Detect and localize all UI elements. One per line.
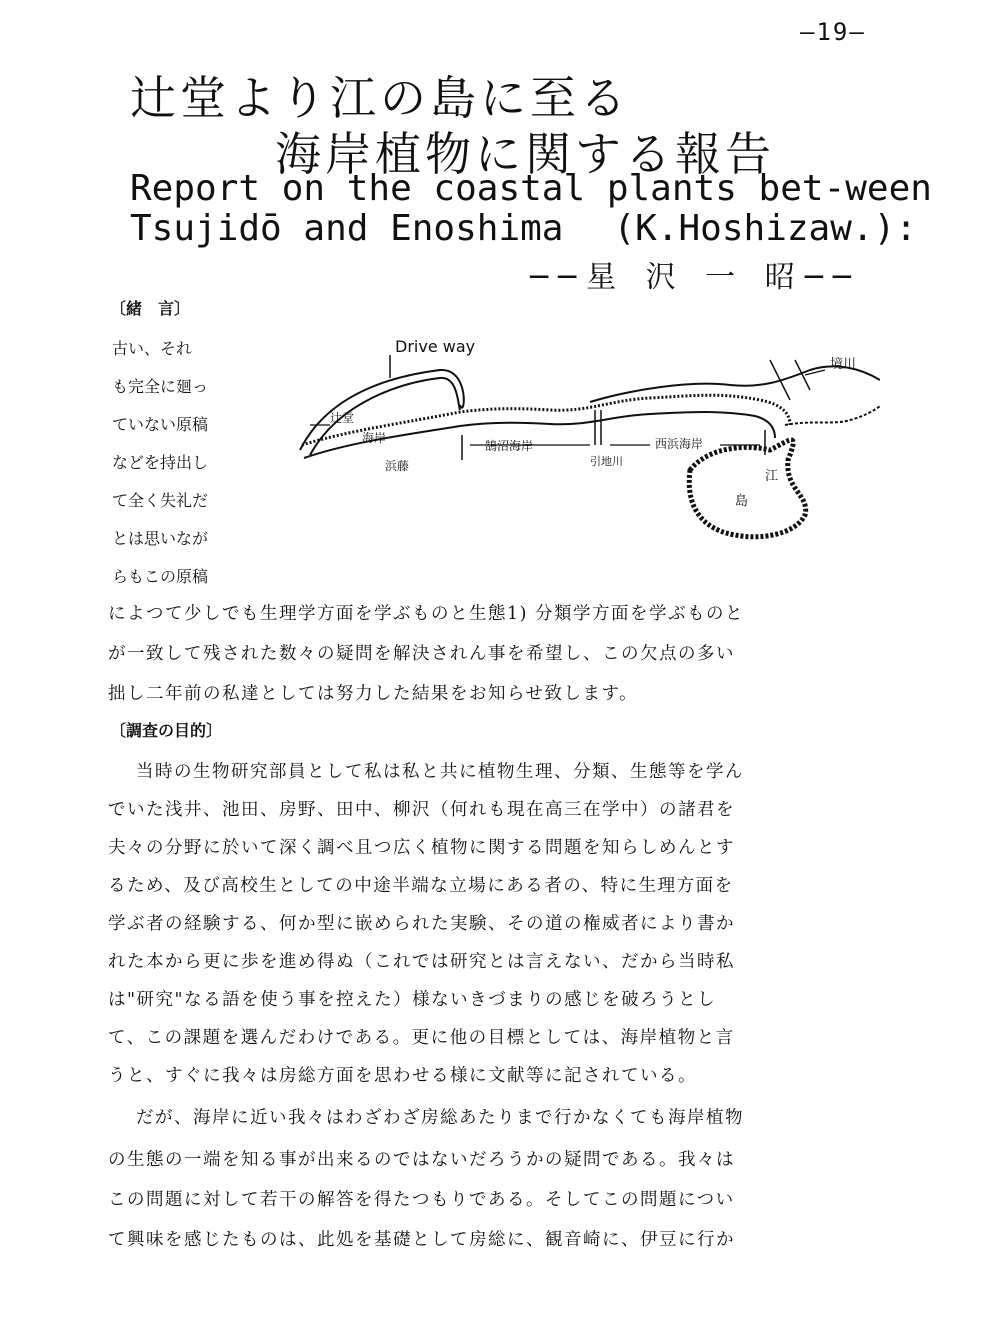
purpose-text-line: て、この課題を選んだわけである。更に他の目標としては、海岸植物と言 xyxy=(108,1028,735,1048)
map-label-drive-way: Drive way xyxy=(395,337,476,356)
title-english-line-1: Report on the coastal plants bet-ween xyxy=(130,168,932,209)
purpose-text-line: 当時の生物研究部員として私は私と共に植物生理、分類、生態等を学ん xyxy=(136,762,744,782)
map-label-tsujido: 辻堂 xyxy=(330,411,355,425)
intro-text-line: が一致して残された数々の疑問を解決されん事を希望し、この欠点の多い xyxy=(108,644,735,664)
purpose-text-line: は"研究"なる語を使う事を控えた）様ないきづまりの感じを破ろうとし xyxy=(108,990,717,1010)
intro-column-line: ていない原稿 xyxy=(112,415,209,434)
map-label-enoshima-e: 江 xyxy=(765,469,779,484)
intro-heading: 〔緒 言〕 xyxy=(110,299,191,318)
purpose-text-line: れた本から更に歩を進め得ぬ（これでは研究とは言えない、だから当時私 xyxy=(108,952,735,972)
page-number: —19— xyxy=(800,18,866,46)
map-label-nishihama: 西浜海岸 xyxy=(655,437,704,451)
purpose-text-line: だが、海岸に近い我々はわざわざ房総あたりまで行かなくても海岸植物 xyxy=(136,1108,744,1128)
purpose-text-line: て興味を感じたものは、此処を基礎として房総に、観音崎に、伊豆に行か xyxy=(108,1230,735,1250)
coastline-map-svg xyxy=(290,330,880,570)
map-label-kugenuma: 鵠沼海岸 xyxy=(485,439,534,453)
title-english-line-2 xyxy=(130,208,917,249)
purpose-heading: 〔調査の目的〕 xyxy=(110,721,223,740)
intro-text-line: によつて少しでも生理学方面を学ぶものと生態1) 分類学方面を学ぶものと xyxy=(108,604,745,624)
purpose-text-line: 夫々の分野に於いて深く調べ且つ広く植物に関する問題を知らしめんとす xyxy=(108,838,735,858)
map-label-sakai-river: 境川 xyxy=(830,357,857,372)
intro-column-line: などを持出し xyxy=(112,453,209,472)
purpose-text-line: この問題に対して若干の解答を得たつもりである。そしてこの問題につい xyxy=(108,1190,735,1210)
title-japanese-line-1: 辻堂より江の島に至る xyxy=(130,71,630,125)
intro-column-text xyxy=(112,330,262,596)
author-japanese: ──星 沢 一 昭── xyxy=(530,260,861,295)
intro-column-line: とは思いなが xyxy=(112,529,209,548)
intro-column-line: も完全に廻っ xyxy=(112,377,209,396)
purpose-text-line: の生態の一端を知る事が出来るのではないだろうかの疑問である。我々は xyxy=(108,1150,735,1170)
title-japanese-line-2: 海岸植物に関する報告 xyxy=(275,127,775,181)
map-label-kaigan: 海岸 xyxy=(362,431,387,445)
map-label-hikiji-river: 引地川 xyxy=(590,455,623,468)
author-english: (K.Hoshizaw.): xyxy=(613,208,917,249)
intro-column-line: て全く失礼だ xyxy=(112,491,209,510)
purpose-text-line: うと、すぐに我々は房総方面を思わせる様に文献等に記されている。 xyxy=(108,1066,697,1086)
purpose-text-line: 学ぶ者の経験する、何か型に嵌められた実験、その道の権威者により書か xyxy=(108,914,735,934)
intro-column-line: 古い、それ xyxy=(112,339,193,358)
map-label-hama: 浜藤 xyxy=(385,459,410,473)
purpose-text-line: るため、及び高校生としての中途半端な立場にある者の、特に生理方面を xyxy=(108,876,734,896)
title-english-place: Tsujidō and Enoshima xyxy=(130,208,564,249)
map-label-enoshima-shima: 島 xyxy=(735,494,749,509)
intro-text-line: 拙し二年前の私達としては努力した結果をお知らせ致します。 xyxy=(108,684,639,704)
purpose-text-line: でいた浅井、池田、房野、田中、柳沢（何れも現在高三在学中）の諸君を xyxy=(108,800,735,820)
intro-column-line: らもこの原稿 xyxy=(112,567,209,586)
coastline-map xyxy=(290,330,880,570)
